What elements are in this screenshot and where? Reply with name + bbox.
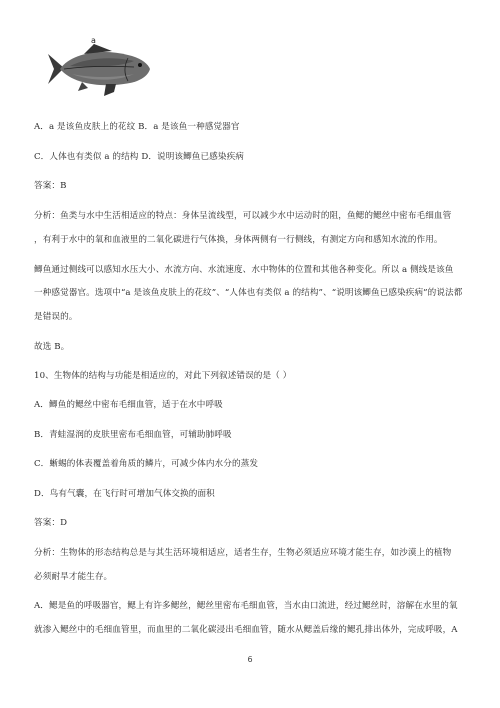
q10-explain-line-1: A．鳃是鱼的呼吸器官，鳃上有许多鳃丝，鳃丝里密布毛细血管，当水由口流进，经过鳃丝时，溶解在水里的氧 — [34, 601, 458, 611]
q10-stem: 10、生物体的结构与功能是相适应的，对此下列叙述错误的是（ ） — [34, 371, 292, 381]
q10-analysis-line-2: 必须耐旱才能生存。 — [34, 572, 113, 582]
q10-explain-line-2: 就渗入鳃丝中的毛细血管里，而血里的二氧化碳浸出毛细血管，随水从鳃盖后缘的鳃孔排出体外，完成呼吸，A — [34, 625, 458, 635]
q9-conclusion: 故选 B。 — [34, 342, 70, 352]
q10-option-d: D．鸟有气囊，在飞行时可增加气体交换的面积 — [34, 489, 215, 499]
q9-explain-line-1: 鲫鱼通过侧线可以感知水压大小、水流方向、水流速度、水中物体的位置和其他各种变化。所以 a 侧线是该鱼 — [34, 265, 454, 275]
q10-option-c: C．蜥蜴的体表覆盖着角质的鳞片，可减少体内水分的蒸发 — [34, 459, 259, 469]
q9-options-ab: A．a 是该鱼皮肤上的花纹 B．a 是该鱼一种感觉器官 — [34, 122, 240, 132]
q9-analysis-line-2: ，有利于水中的氧和血液里的二氧化碳进行气体换，身体两侧有一行侧线，有测定方向和感知水流的作用。 — [34, 235, 443, 245]
fish-illustration — [42, 36, 152, 102]
q9-answer: 答案：B — [34, 181, 67, 191]
q9-explain-line-3: 是错误的。 — [34, 312, 78, 322]
q9-explain-line-2: 一种感觉器官。选项中“a 是该鱼皮肤上的花纹”、“人体也有类似 a 的结构”、“说明该鲫鱼已感染疾病”的说法都 — [34, 288, 463, 298]
figure-label: a — [91, 36, 96, 45]
q9-analysis-line-1: 分析：鱼类与水中生活相适应的特点：身体呈流线型，可以减少水中运动时的阻，鱼鳃的鳃丝中密布毛细血管 — [34, 211, 452, 221]
q10-option-a: A．鲫鱼的鳃丝中密布毛细血管，适于在水中呼吸 — [34, 400, 223, 410]
q10-analysis-line-1: 分析：生物体的形态结构总是与其生活环境相适应，适者生存，生物必须适应环境才能生存，如沙漠上的植物 — [34, 548, 452, 558]
q9-options-cd: C．人体也有类似 a 的结构 D．说明该鲫鱼已感染疾病 — [34, 152, 244, 162]
q10-option-b: B．青蛙湿润的皮肤里密布毛细血管，可辅助肺呼吸 — [34, 430, 232, 440]
page-number: 6 — [247, 655, 253, 664]
q10-answer: 答案：D — [34, 518, 68, 528]
